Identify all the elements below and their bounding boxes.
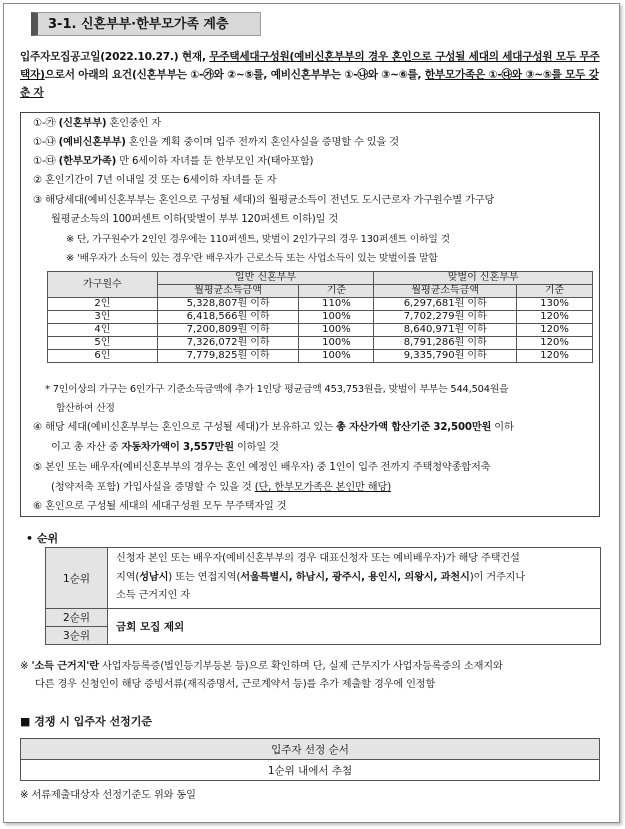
- rank-title: • 순위: [26, 532, 59, 545]
- selection-note: ※ 서류제출대상자 선정기준도 위와 동일: [20, 790, 196, 801]
- condition-6: ⑥ 혼인으로 구성될 세대의 세대구성원 모두 무주택자일 것: [33, 501, 287, 512]
- cell-general-amount: 5,328,807원 이하: [157, 298, 299, 311]
- header-members: 가구원수: [48, 272, 158, 298]
- cell-dual-criteria: 120%: [517, 350, 593, 363]
- cell-dual-criteria: 120%: [517, 324, 593, 337]
- condition-5-line2: (청약저축 포함) 가입사실을 증명할 수 있을 것 (단, 한부모가족은 본인만 해당): [51, 482, 392, 493]
- cell-general-criteria: 100%: [299, 311, 374, 324]
- condition-4-line2: 이고 총 자산 중 자동차가액이 3,557만원 이하일 것: [51, 442, 279, 453]
- bullet-dot: •: [26, 532, 34, 545]
- condition-1c: ①-㉰ (한부모가족) 만 6세이하 자녀를 둔 한부모인 자(태아포함): [33, 156, 314, 167]
- header-general-criteria: 기준: [299, 285, 374, 298]
- income-footnote-line1: * 7인이상의 가구는 6인가구 기준소득금액에 추가 1인당 평균금액 453,753원을, 맞벌이 부부는 544,504원을: [45, 384, 509, 395]
- selection-header: 입주자 선정 순서: [21, 739, 600, 760]
- cell-dual-criteria: 120%: [517, 337, 593, 350]
- selection-row: 1순위 내에서 추첨: [21, 760, 600, 781]
- cell-dual-amount: 9,335,790원 이하: [374, 350, 517, 363]
- rank-1-label: 1순위: [46, 548, 108, 609]
- condition-2: ② 혼인기간이 7년 이내일 것 또는 6세이하 자녀를 둔 자: [33, 175, 277, 186]
- condition-3-note2: ※ '배우자가 소득이 있는 경우'란 배우자가 근로소득 또는 사업소득이 있는 맞벌이를 말함: [66, 253, 438, 264]
- selection-table: [20, 738, 600, 781]
- table-row: [48, 298, 593, 311]
- header-general: 일반 신혼부부: [157, 272, 374, 285]
- intro-requirements: 으로서 아래의 요건(신혼부부는 ①-㉮와 ②~⑤를, 예비신혼부부는 ①-㉯와 ③~⑥를,: [44, 69, 425, 81]
- income-footnote-line2: 합산하여 산정: [56, 403, 115, 414]
- condition-1a: ①-㉮ (신혼부부) 혼인중인 자: [33, 118, 162, 129]
- header-general-amount: 월평균소득금액: [157, 285, 299, 298]
- cell-general-criteria: 110%: [299, 298, 374, 311]
- header-dual: 맞벌이 신혼부부: [374, 272, 593, 285]
- condition-1b: ①-㉯ (예비신혼부부) 혼인을 계획 중이며 입주 전까지 혼인사실을 증명할 수 있을 것: [33, 137, 399, 148]
- rank-3-label: 3순위: [46, 627, 108, 645]
- condition-3-line1: ③ 해당세대(예비신혼부부는 혼인으로 구성될 세대)의 월평균소득이 전년도 도시근로자 가구원수별 가구당: [33, 195, 495, 206]
- cell-dual-amount: 8,640,971원 이하: [374, 324, 517, 337]
- rank-2-label: 2순위: [46, 609, 108, 627]
- rank-table: [45, 547, 601, 645]
- condition-4-line1: ④ 해당 세대(예비신혼부부는 혼인으로 구성될 세대)가 보유하고 있는 총 자산가액 합산기준 32,500만원 이하: [33, 422, 514, 433]
- cell-dual-criteria: 120%: [517, 311, 593, 324]
- section-title: 3-1. 신혼부부·한부모가족 계층: [31, 12, 261, 36]
- selection-title: ■ 경쟁 시 입주자 선정기준: [20, 715, 152, 728]
- header-dual-amount: 월평균소득금액: [374, 285, 517, 298]
- cell-members: 5인: [48, 337, 158, 350]
- rank-23-text: 금회 모집 제외: [108, 609, 601, 645]
- table-row: [48, 337, 593, 350]
- cell-dual-amount: 6,297,681원 이하: [374, 298, 517, 311]
- cell-general-criteria: 100%: [299, 324, 374, 337]
- cell-members: 4인: [48, 324, 158, 337]
- cell-members: 2인: [48, 298, 158, 311]
- cell-general-amount: 7,779,825원 이하: [157, 350, 299, 363]
- cell-general-amount: 6,418,566원 이하: [157, 311, 299, 324]
- intro-nohome: 무주택세대구성원(예비신혼부부의 경우 혼인으로 구성될 세대의 세대구성원 모두 무주택자): [20, 51, 600, 81]
- cell-dual-amount: 7,702,279원 이하: [374, 311, 517, 324]
- table-row: [48, 311, 593, 324]
- intro-paragraph: [20, 48, 600, 102]
- income-base-note: ※ '소득 근거지'란 사업자등록증(법인등기부등본 등)으로 확인하며 단, 실제 근무지가 사업자등록증의 소재지와 다른 경우 신청인이 해당 증빙서류(재직증명서, 근로계약서 등)를 추가 제출할 경우에 인정함: [20, 661, 503, 690]
- cell-dual-criteria: 130%: [517, 298, 593, 311]
- income-table: [47, 271, 593, 363]
- condition-5-line1: ⑤ 본인 또는 배우자(예비신혼부부의 경우는 혼인 예정인 배우자) 중 1인이 입주 전까지 주택청약종합저축: [33, 462, 491, 473]
- cell-general-amount: 7,326,072원 이하: [157, 337, 299, 350]
- rank-1-text: 신청자 본인 또는 배우자(예비신혼부부의 경우 대표신청자 또는 예비배우자)가 해당 주택건설 지역(성남시) 또는 연접지역(서울특별시, 하남시, 광주시, 용인시, 의왕시, 과천시)이 거주지나 소득 근거지인 자: [108, 548, 601, 609]
- condition-3-line2: 월평균소득의 100퍼센트 이하(맞벌이 부부 120퍼센트 이하)일 것: [51, 214, 339, 225]
- cell-members: 3인: [48, 311, 158, 324]
- cell-general-criteria: 100%: [299, 337, 374, 350]
- condition-3-note1: ※ 단, 가구원수가 2인인 경우에는 110퍼센트, 맞벌이 2인가구의 경우 130퍼센트 이하일 것: [66, 234, 450, 245]
- cell-dual-amount: 8,791,286원 이하: [374, 337, 517, 350]
- cell-general-criteria: 100%: [299, 350, 374, 363]
- intro-date: 입주자모집공고일(2022.10.27.) 현재,: [20, 51, 210, 63]
- cell-members: 6인: [48, 350, 158, 363]
- table-row: [48, 350, 593, 363]
- cell-general-amount: 7,200,809원 이하: [157, 324, 299, 337]
- intro-single-parent: 한부모가족은 ①-㉰와 ③~⑤를 모두 갖춘 자: [20, 69, 599, 99]
- header-dual-criteria: 기준: [517, 285, 593, 298]
- table-row: [48, 324, 593, 337]
